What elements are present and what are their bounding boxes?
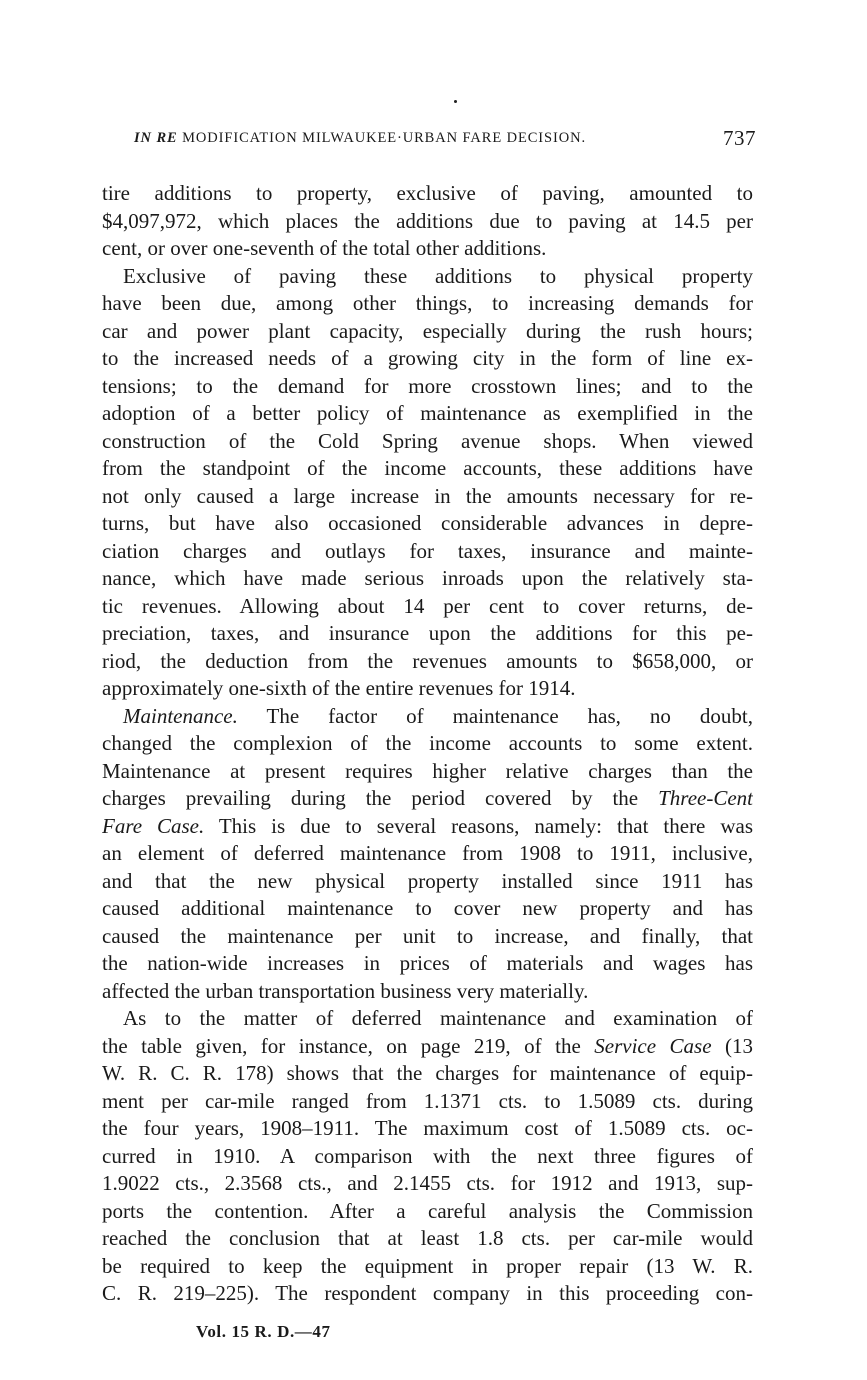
text-line: be required to keep the equipment in proper repair (13 W. R. <box>102 1253 753 1278</box>
text-line: the nation-wide increases in prices of materials and wages has <box>102 951 753 975</box>
text-line: construction of the Cold Spring avenue shops. When viewed <box>102 428 753 453</box>
text-line <box>102 785 753 813</box>
text-line: riod, the deduction from the revenues amounts to $658,000, or <box>102 648 753 673</box>
text-line <box>102 1033 753 1061</box>
text-line: turns, but have also occasioned considerable advances in depre- <box>102 511 753 535</box>
text-line: Exclusive of paving these additions to physical property <box>123 263 753 288</box>
text-line: preciation, taxes, and insurance upon the additions for this pe- <box>102 621 753 645</box>
text-line: approximately one-sixth of the entire revenues for 1914. <box>102 676 576 700</box>
text-line: curred in 1910. A comparison with the next three figures of <box>102 1143 753 1168</box>
text-fragment: charges prevailing during the period covered by the <box>102 786 659 810</box>
text-line: car and power plant capacity, especially during the rush hours; <box>102 318 753 343</box>
text-line: ciation charges and outlays for taxes, insurance and mainte- <box>102 538 753 563</box>
maintenance-heading: Maintenance. <box>123 703 238 728</box>
text-line: $4,097,972, which places the additions due to paving at 14.5 per <box>102 208 753 233</box>
text-line: ports the contention. After a careful analysis the Commission <box>102 1198 753 1223</box>
running-title-text: MODIFICATION MILWAUKEE·URBAN FARE DECISION. <box>177 130 586 146</box>
running-head <box>134 126 756 152</box>
text-line: cent, or over one-seventh of the total other additions. <box>102 236 547 260</box>
text-line: W. R. C. R. 178) shows that the charges for maintenance of equip- <box>102 1061 753 1085</box>
text-fragment: The factor of maintenance has, no doubt, <box>266 703 753 728</box>
text-line: changed the complexion of the income accounts to some extent. <box>102 731 753 755</box>
page-number: 737 <box>723 126 756 150</box>
text-line <box>102 703 753 731</box>
text-line: 1.9022 cts., 2.3568 cts., and 2.1455 cts. for 1912 and 1913, sup- <box>102 1171 753 1195</box>
text-line: caused additional maintenance to cover new property and has <box>102 896 753 920</box>
text-line: to the increased needs of a growing city in the form of line ex- <box>102 346 753 370</box>
text-line: reached the conclusion that at least 1.8 cts. per car-mile would <box>102 1226 753 1250</box>
text-line: ment per car-mile ranged from 1.1371 cts. to 1.5089 cts. during <box>102 1088 753 1113</box>
text-line <box>102 813 753 841</box>
text-line: an element of deferred maintenance from 1908 to 1911, inclusive, <box>102 841 753 865</box>
text-line: C. R. 219–225). The respondent company in this proceeding con- <box>102 1281 753 1305</box>
body-text <box>102 180 753 1308</box>
case-citation-italic: Service Case <box>594 1033 712 1058</box>
signature-mark: Vol. 15 R. D.—47 <box>196 1322 331 1341</box>
text-line: have been due, among other things, to increasing demands for <box>102 291 753 315</box>
running-title-italic: IN RE <box>134 130 178 146</box>
text-line: As to the matter of deferred maintenance and examination of <box>123 1006 753 1030</box>
text-line: the four years, 1908–1911. The maximum cost of 1.5089 cts. oc- <box>102 1116 753 1140</box>
text-line: tire additions to property, exclusive of paving, amounted to <box>102 181 753 205</box>
text-line: caused the maintenance per unit to increase, and finally, that <box>102 923 753 948</box>
text-fragment: the table given, for instance, on page 219, of the <box>102 1033 595 1058</box>
running-title <box>134 130 586 147</box>
text-fragment: This is due to several reasons, namely: that there was <box>218 813 753 838</box>
text-line: and that the new physical property installed since 1911 has <box>102 868 753 893</box>
text-line: from the standpoint of the income accounts, these additions have <box>102 456 753 480</box>
text-line: adoption of a better policy of maintenance as exemplified in the <box>102 401 753 425</box>
text-fragment: (13 <box>711 1033 753 1058</box>
text-line: not only caused a large increase in the amounts necessary for re- <box>102 483 753 508</box>
text-line: nance, which have made serious inroads upon the relatively sta- <box>102 566 753 590</box>
text-line: Maintenance at present requires higher relative charges than the <box>102 758 753 783</box>
text-line: tic revenues. Allowing about 14 per cent to cover returns, de- <box>102 593 753 618</box>
text-line: affected the urban transportation business very materially. <box>102 978 589 1003</box>
print-speck <box>454 100 457 103</box>
case-citation-italic: Three-Cent <box>658 786 753 810</box>
case-citation-italic: Fare Case. <box>102 813 205 838</box>
text-line: tensions; to the demand for more crosstown lines; and to the <box>102 373 753 398</box>
